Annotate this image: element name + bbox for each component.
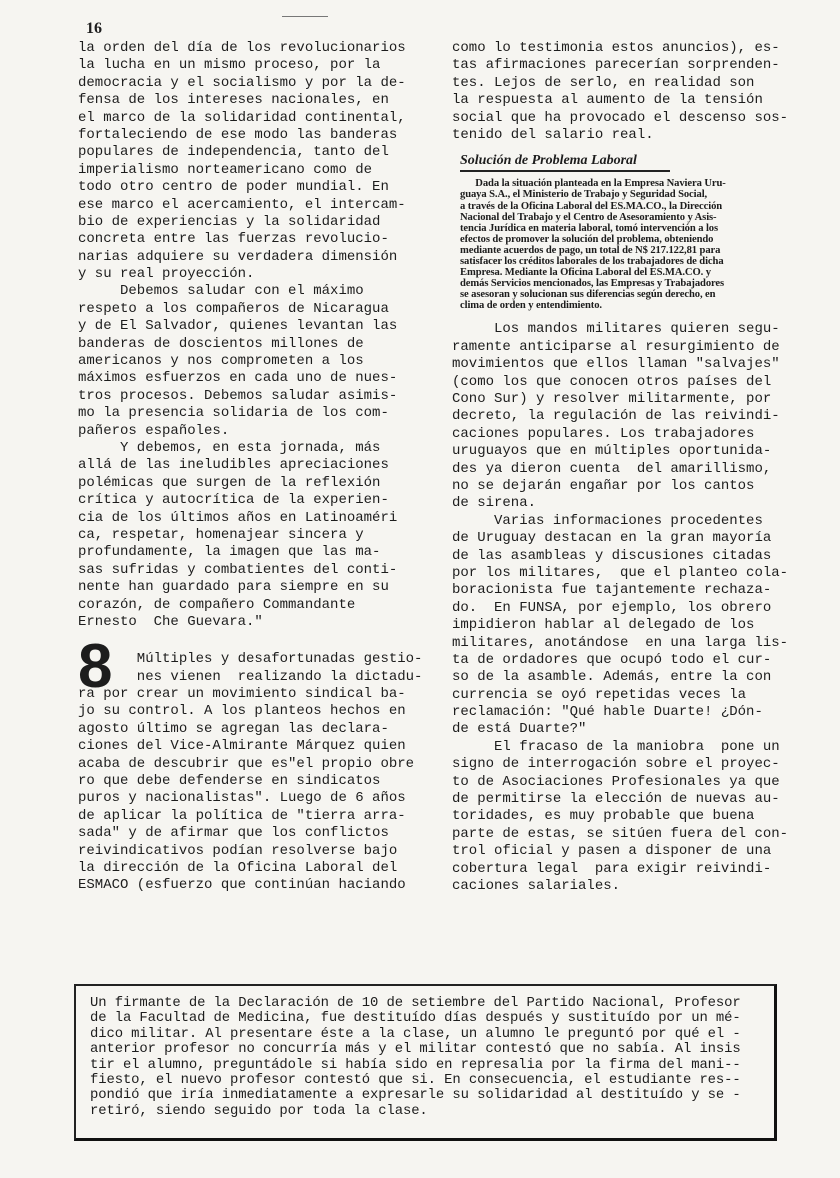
boxed-note-text: [90, 996, 741, 1119]
right-column: [452, 40, 797, 895]
text-line: de está Duarte?": [452, 721, 587, 738]
text-line: efectos de promover la solución del problema, obteniendo: [460, 233, 714, 245]
text-line: allá de las ineludibles apreciaciones: [78, 457, 389, 474]
text-line: jo su control. A los planteos hechos en: [78, 703, 406, 720]
text-line: impidieron hablar al delegado de los: [452, 617, 755, 634]
text-line: bio de experiencias y la solidaridad: [78, 213, 381, 230]
text-line: de la Facultad de Medicina, fue destituído días después y sustituído por un mé-: [90, 1010, 741, 1027]
text-line: tas afirmaciones parecerían sorprenden-: [452, 57, 780, 74]
text-line: so de la asamble. Además, entre la con: [452, 669, 772, 686]
text-line: respeto a los compañeros de Nicaragua: [78, 300, 389, 317]
text-line: parte de estas, se sitúen fuera del con-: [452, 825, 789, 842]
text-line: todo otro centro de poder mundial. En: [78, 179, 389, 196]
text-line: Un firmante de la Declaración de 10 de setiembre del Partido Nacional, Profesor: [90, 995, 741, 1011]
text-line: de permitirse la elección de nuevas au-: [452, 791, 780, 808]
text-line: Ernesto Che Guevara.": [78, 613, 263, 630]
text-line: movimientos que ellos llaman "salvajes": [452, 356, 780, 373]
text-line: fortaleciendo de ese modo las banderas: [78, 126, 398, 143]
text-line: ese marco el acercamiento, el intercam-: [78, 196, 406, 213]
left-paragraph-3: [78, 440, 438, 631]
text-line: de Uruguay destacan en la gran mayoría: [452, 530, 772, 547]
text-line: como lo testimonia estos anuncios), es-: [452, 40, 780, 56]
text-line: a través de la Oficina Laboral del ES.MA.CO., la Dirección: [460, 200, 723, 212]
text-line: uruguayos que en múltiples oportunida-: [452, 443, 772, 460]
text-line: cobertura legal para exigir reivindi-: [452, 860, 772, 877]
text-line: se asesoran y solucionan sus diferencias según derecho, en: [460, 289, 716, 301]
text-line: nente han guardado para siempre en su: [78, 579, 389, 596]
text-line: pañeros españoles.: [78, 422, 230, 439]
text-line: populares de independencia, tanto del: [78, 144, 389, 161]
text-line: cia de los últimos años en Latinoaméri: [78, 509, 398, 526]
text-line: fiesto, el nuevo profesor contestó que si. En consecuencia, el estudiante res--: [90, 1071, 741, 1088]
text-line: la lucha en un mismo proceso, por la: [78, 57, 381, 74]
text-line: sada" y de afirmar que los conflictos: [78, 825, 389, 842]
text-line: social que ha provocado el descenso sos-: [452, 109, 789, 126]
text-line: pondió que iría inmediatamente a expresarle su solidaridad al destituído y se -: [90, 1087, 741, 1104]
text-line: agosto último se agregan las declara-: [78, 720, 389, 737]
text-line: la respuesta al aumento de la tensión: [452, 92, 763, 109]
text-line: dico militar. Al presentare éste a la clase, un alumno le preguntó por qué el -: [90, 1025, 741, 1042]
text-line: satisfacer los créditos laborales de los trabajadores de dicha: [460, 256, 724, 267]
text-line: des ya dieron cuenta del amarillismo,: [452, 460, 772, 477]
text-line: boracionista fue tajantemente rechaza-: [452, 582, 772, 599]
left-paragraph-1: [78, 40, 438, 283]
text-line: mo la presencia solidaria de los com-: [78, 405, 389, 422]
text-line: fensa de los intereses nacionales, en: [78, 92, 389, 109]
text-line: Los mandos militares quieren segu-: [452, 321, 780, 338]
text-line: caciones populares. Los trabajadores: [452, 425, 755, 442]
text-line: polémicas que surgen de la reflexión: [78, 474, 381, 491]
text-line: ciones del Vice-Almirante Márquez quien: [78, 738, 406, 755]
text-line: caciones salariales.: [452, 877, 621, 894]
text-line: (como los que conocen otros países del: [452, 373, 772, 390]
right-paragraph-2: [452, 513, 797, 739]
text-line: clima de orden y entendimiento.: [460, 300, 602, 312]
text-line: máximos esfuerzos en cada uno de nues-: [78, 370, 398, 387]
text-line: currencia se oyó repetidas veces la: [452, 686, 747, 703]
text-line: acaba de descubrir que es"el propio obre: [78, 755, 415, 772]
text-line: tencia Jurídica en materia laboral, tomó intervención a los: [460, 222, 719, 234]
right-paragraph-0: [452, 40, 797, 144]
text-line: militares, anotándose en una larga lis-: [452, 634, 789, 651]
newspaper-clipping: [460, 178, 796, 311]
text-line: el marco de la solidaridad continental,: [78, 109, 406, 126]
text-line: narias adquiere su verdadera dimensión: [78, 248, 398, 265]
text-line: de sirena.: [452, 495, 537, 512]
text-line: toridades, es muy probable que buena: [452, 808, 755, 825]
text-line: ramente anticiparse al resurgimiento de: [452, 338, 780, 355]
text-line: reivindicativos podían resolverse bajo: [78, 842, 398, 859]
text-line: trol oficial y pasen a disponer de una: [452, 843, 772, 860]
text-line: demás Servicios mencionados, las Empresas y Trabajadores: [460, 278, 725, 290]
text-line: de las asambleas y discusiones citadas: [452, 547, 772, 564]
text-line: Varias informaciones procedentes: [452, 512, 763, 529]
text-line: reclamación: "Qué hable Duarte! ¿Dón-: [452, 704, 763, 721]
text-line: la dirección de la Oficina Laboral del: [78, 859, 398, 876]
text-line: Dada la situación planteada en la Empresa Naviera Uru-: [460, 178, 726, 190]
text-line: Y debemos, en esta jornada, más: [78, 439, 381, 456]
text-line: tes. Lejos de serlo, en realidad son: [452, 74, 755, 91]
text-line: ro que debe defenderse en sindicatos: [78, 773, 381, 790]
text-line: y de El Salvador, quienes levantan las: [78, 318, 398, 335]
text-line: banderas de doscientos millones de: [78, 335, 364, 352]
section-number-dropcap: 8: [78, 632, 113, 702]
text-line: El fracaso de la maniobra pone un: [452, 738, 780, 755]
text-line: tros procesos. Debemos saludar asimis-: [78, 387, 398, 404]
page-number: 16: [86, 20, 102, 37]
right-paragraph-3: [452, 739, 797, 896]
text-line: mediante acuerdos de pago, un total de N$ 217.122,81 para: [460, 244, 721, 256]
text-line: ESMACO (esfuerzo que continúan haciando: [78, 877, 406, 894]
text-line: democracia y el socialismo y por la de-: [78, 74, 406, 91]
left-column: [78, 40, 438, 895]
text-line: ta de ordadores que ocupó todo el cur-: [452, 651, 772, 668]
text-line: decreto, la regulación de las reivindi-: [452, 408, 780, 425]
text-line: anterior profesor no concurría más y el militar contestó que no sabía. Al insis: [90, 1041, 741, 1058]
text-line: crítica y autocrítica de la experien-: [78, 492, 389, 509]
text-line: la orden del día de los revolucionarios: [78, 40, 406, 56]
text-line: signo de interrogación sobre el proyec-: [452, 756, 780, 773]
top-decorative-rule: [282, 16, 328, 19]
text-line: y su real proyección.: [78, 266, 255, 283]
text-line: americanos y nos comprometen a los: [78, 353, 364, 370]
text-line: Debemos saludar con el máximo: [78, 283, 364, 300]
text-line: por los militares, que el planteo cola-: [452, 564, 789, 581]
text-line: Múltiples y desafortunadas gestio-: [78, 651, 423, 668]
text-line: Empresa. Mediante la Oficina Laboral del ES.MA.CO. y: [460, 267, 711, 279]
text-line: guaya S.A., el Ministerio de Trabajo y Seguridad Social,: [460, 189, 708, 201]
text-line: puros y nacionalistas". Luego de 6 años: [78, 790, 406, 807]
text-line: sas sufridas y combatientes del conti-: [78, 561, 398, 578]
text-line: ra por crear un movimiento sindical ba-: [78, 686, 406, 703]
clipping-headline: Solución de Problema Laboral: [460, 152, 670, 172]
text-line: ca, respetar, homenajear sincera y: [78, 526, 364, 543]
text-line: de aplicar la política de "tierra arra-: [78, 807, 406, 824]
text-line: tenido del salario real.: [452, 126, 654, 143]
text-line: no se dejarán engañar por los cantos: [452, 477, 755, 494]
text-line: imperialismo norteamericano como de: [78, 161, 373, 178]
text-line: tir el alumno, preguntádole si había sido en represalia por la firma del mani--: [90, 1056, 741, 1073]
right-paragraph-1: [452, 321, 797, 512]
text-line: concreta entre las fuerzas revolucio-: [78, 231, 389, 248]
text-line: do. En FUNSA, por ejemplo, los obrero: [452, 599, 772, 616]
text-line: retiró, siendo seguido por toda la clase.: [90, 1102, 428, 1119]
left-paragraph-2: [78, 283, 438, 440]
text-line: to de Asociaciones Profesionales ya que: [452, 773, 780, 790]
boxed-note: [74, 984, 777, 1141]
text-line: Nacional del Trabajo y el Centro de Asesoramiento y Asis-: [460, 211, 717, 223]
text-line: corazón, de compañero Commandante: [78, 596, 356, 613]
text-line: nes vienen realizando la dictadu-: [78, 668, 423, 685]
section-8: [78, 632, 423, 894]
text-line: profundamente, la imagen que las ma-: [78, 544, 381, 561]
text-line: Cono Sur) y resolver militarmente, por: [452, 391, 772, 408]
section-8-text: [78, 651, 423, 894]
